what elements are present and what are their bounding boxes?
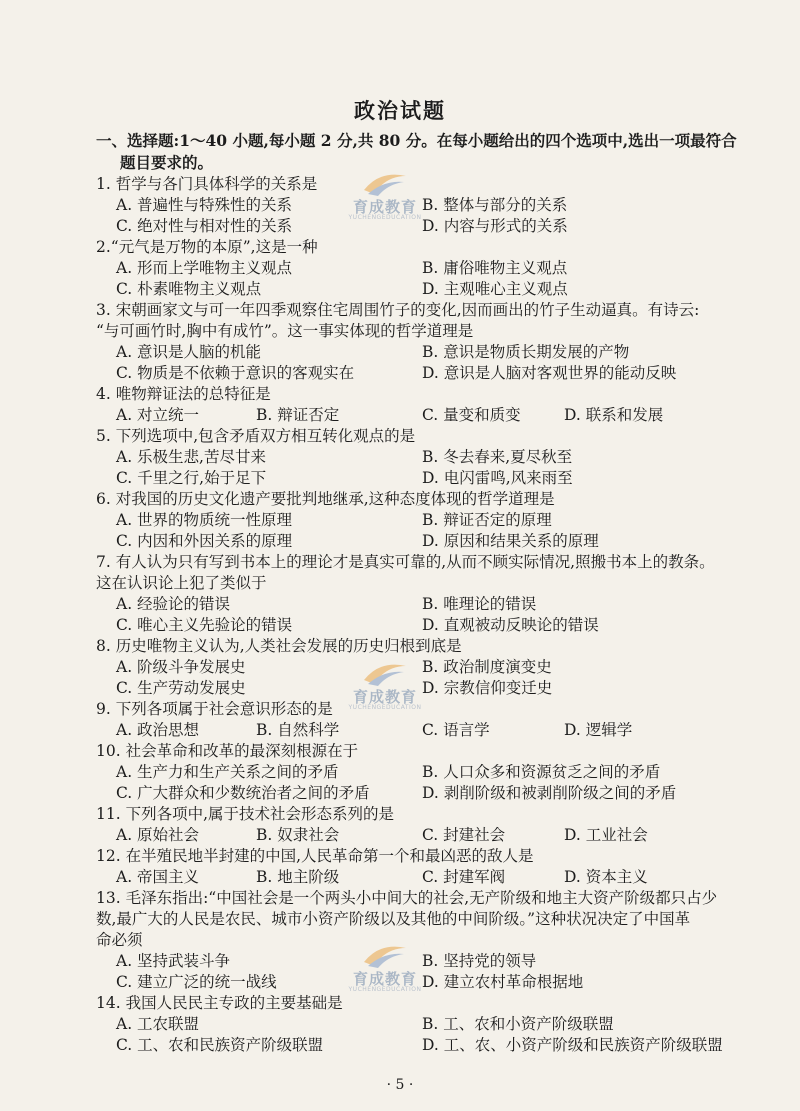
question-stem: 4. 唯物辩证法的总特征是 <box>96 385 271 403</box>
answer-option: B. 奴隶社会 <box>256 826 340 844</box>
question-stem: 10. 社会革命和改革的最深刻根源在于 <box>96 742 359 760</box>
option-row <box>96 678 756 699</box>
answer-option: D. 电闪雷鸣,风来雨至 <box>422 469 573 487</box>
answer-option: B. 唯理论的错误 <box>422 595 537 613</box>
option-row <box>96 615 756 636</box>
question-stem: 2.“元气是万物的本原”,这是一种 <box>96 238 318 256</box>
question-item <box>96 846 756 888</box>
section-instructions <box>96 130 756 174</box>
answer-option: D. 直观被动反映论的错误 <box>422 616 599 634</box>
question-item <box>96 804 756 846</box>
question-stem: 9. 下列各项属于社会意识形态的是 <box>96 700 333 718</box>
question-stem: 13. 毛泽东指出:“中国社会是一个两头小中间大的社会,无产阶级和地主大资产阶级都只占少 <box>96 889 718 907</box>
answer-option: D. 内容与形式的关系 <box>422 217 568 235</box>
question-item <box>96 741 756 804</box>
answer-option: A. 乐极生悲,苦尽甘来 <box>116 448 266 466</box>
answer-option: C. 内因和外因关系的原理 <box>116 532 293 550</box>
question-stem: 6. 对我国的历史文化遗产要批判地继承,这种态度体现的哲学道理是 <box>96 490 555 508</box>
question-item <box>96 174 756 237</box>
answer-option: C. 朴素唯物主义观点 <box>116 280 262 298</box>
question-item <box>96 636 756 699</box>
option-row <box>96 468 756 489</box>
instructions-line-2: 题目要求的。 <box>120 153 214 172</box>
option-row <box>96 447 756 468</box>
question-stem: 7. 有人认为只有写到书本上的理论才是真实可靠的,从而不顾实际情况,照搬书本上的教条。 <box>96 553 715 571</box>
answer-option: B. 整体与部分的关系 <box>422 196 568 214</box>
answer-option: A. 意识是人脑的机能 <box>116 343 262 361</box>
watermark-text: 育成教育 <box>352 688 417 706</box>
answer-option: B. 坚持党的领导 <box>422 952 537 970</box>
question-stem: 1. 哲学与各门具体科学的关系是 <box>96 175 318 193</box>
question-stem: 12. 在半殖民地半封建的中国,人民革命第一个和最凶恶的敌人是 <box>96 847 534 865</box>
watermark-text: 育成教育 <box>352 198 417 216</box>
instructions-line-1: 一、选择题:1～40 小题,每小题 2 分,共 80 分。在每小题给出的四个选项中,选出一项最符合 <box>96 131 737 150</box>
page-title: 政治试题 <box>354 98 446 123</box>
answer-option: A. 工农联盟 <box>116 1015 200 1033</box>
answer-option: D. 宗教信仰变迁史 <box>422 679 553 697</box>
answer-option: A. 帝国主义 <box>116 868 200 886</box>
answer-option: D. 工、农、小资产阶级和民族资产阶级联盟 <box>422 1036 723 1054</box>
watermark-subtext: YUCHENGEDUCATION <box>348 214 422 221</box>
option-row <box>96 1014 756 1035</box>
answer-option: C. 语言学 <box>422 721 490 739</box>
answer-option: D. 工业社会 <box>564 826 648 844</box>
answer-option: C. 量变和质变 <box>422 406 521 424</box>
question-list <box>96 174 756 1056</box>
page-number: · 5 · <box>386 1077 414 1093</box>
answer-option: C. 封建军阀 <box>422 868 506 886</box>
question-item <box>96 888 756 993</box>
answer-option: B. 冬去春来,夏尽秋至 <box>422 448 573 466</box>
question-item <box>96 699 756 741</box>
answer-option: D. 资本主义 <box>564 868 648 886</box>
answer-option: D. 逻辑学 <box>564 721 633 739</box>
option-row <box>96 363 756 384</box>
answer-option: A. 坚持武装斗争 <box>116 952 231 970</box>
answer-option: D. 建立农村革命根据地 <box>422 973 584 991</box>
answer-option: D. 原因和结果关系的原理 <box>422 532 599 550</box>
answer-option: B. 地主阶级 <box>256 868 340 886</box>
question-stem: 8. 历史唯物主义认为,人类社会发展的历史归根到底是 <box>96 637 462 655</box>
option-row <box>96 951 756 972</box>
option-row <box>96 720 756 741</box>
answer-option: D. 主观唯心主义观点 <box>422 280 568 298</box>
option-row <box>96 279 756 300</box>
question-stem-continued: 这在认识论上犯了类似于 <box>96 574 267 592</box>
option-row <box>96 342 756 363</box>
answer-option: B. 庸俗唯物主义观点 <box>422 259 568 277</box>
answer-option: D. 联系和发展 <box>564 406 664 424</box>
question-item <box>96 426 756 489</box>
option-row <box>96 594 756 615</box>
answer-option: D. 意识是人脑对客观世界的能动反映 <box>422 364 677 382</box>
answer-option: C. 建立广泛的统一战线 <box>116 973 277 991</box>
answer-option: C. 生产劳动发展史 <box>116 679 246 697</box>
answer-option: A. 阶级斗争发展史 <box>116 658 246 676</box>
option-row <box>96 825 756 846</box>
answer-option: B. 辩证否定的原理 <box>422 511 552 529</box>
answer-option: B. 人口众多和资源贫乏之间的矛盾 <box>422 763 661 781</box>
watermark-subtext: YUCHENGEDUCATION <box>348 704 422 711</box>
option-row <box>96 405 756 426</box>
question-item <box>96 237 756 300</box>
question-stem-continued: 数,最广大的人民是农民、城市小资产阶级以及其他的中间阶级。”这种状况决定了中国革 <box>96 910 691 928</box>
answer-option: C. 广大群众和少数统治者之间的矛盾 <box>116 784 370 802</box>
option-row <box>96 762 756 783</box>
option-row <box>96 195 756 216</box>
question-stem: 5. 下列选项中,包含矛盾双方相互转化观点的是 <box>96 427 416 445</box>
answer-option: A. 世界的物质统一性原理 <box>116 511 293 529</box>
question-item <box>96 300 756 384</box>
answer-option: A. 原始社会 <box>116 826 200 844</box>
answer-option: B. 工、农和小资产阶级联盟 <box>422 1015 614 1033</box>
question-item <box>96 993 756 1056</box>
watermark-text: 育成教育 <box>352 970 417 988</box>
question-item <box>96 489 756 552</box>
option-row <box>96 657 756 678</box>
option-row <box>96 867 756 888</box>
option-row <box>96 216 756 237</box>
answer-option: A. 普遍性与特殊性的关系 <box>116 196 293 214</box>
option-row <box>96 510 756 531</box>
answer-option: A. 政治思想 <box>116 721 200 739</box>
answer-option: A. 经验论的错误 <box>116 595 231 613</box>
option-row <box>96 1035 756 1056</box>
answer-option: B. 政治制度演变史 <box>422 658 552 676</box>
question-stem: 11. 下列各项中,属于技术社会形态系列的是 <box>96 805 395 823</box>
answer-option: C. 工、农和民族资产阶级联盟 <box>116 1036 324 1054</box>
question-stem: 14. 我国人民民主专政的主要基础是 <box>96 994 343 1012</box>
answer-option: A. 生产力和生产关系之间的矛盾 <box>116 763 339 781</box>
answer-option: B. 意识是物质长期发展的产物 <box>422 343 630 361</box>
answer-option: C. 唯心主义先验论的错误 <box>116 616 293 634</box>
option-row <box>96 258 756 279</box>
answer-option: C. 千里之行,始于足下 <box>116 469 267 487</box>
answer-option: B. 自然科学 <box>256 721 340 739</box>
question-stem: 3. 宋朝画家文与可一年四季观察住宅周围竹子的变化,因而画出的竹子生动逼真。有诗云: <box>96 301 700 319</box>
watermark-subtext: YUCHENGEDUCATION <box>348 986 422 993</box>
question-item <box>96 552 756 636</box>
answer-option: C. 绝对性与相对性的关系 <box>116 217 293 235</box>
answer-option: A. 形而上学唯物主义观点 <box>116 259 293 277</box>
option-row <box>96 972 756 993</box>
question-stem-continued: 命必须 <box>96 931 143 949</box>
answer-option: A. 对立统一 <box>116 406 200 424</box>
answer-option: C. 物质是不依赖于意识的客观实在 <box>116 364 355 382</box>
answer-option: C. 封建社会 <box>422 826 506 844</box>
option-row <box>96 531 756 552</box>
question-item <box>96 384 756 426</box>
question-stem-continued: “与可画竹时,胸中有成竹”。这一事实体现的哲学道理是 <box>96 322 474 340</box>
option-row <box>96 783 756 804</box>
answer-option: B. 辩证否定 <box>256 406 340 424</box>
answer-option: D. 剥削阶级和被剥削阶级之间的矛盾 <box>422 784 677 802</box>
